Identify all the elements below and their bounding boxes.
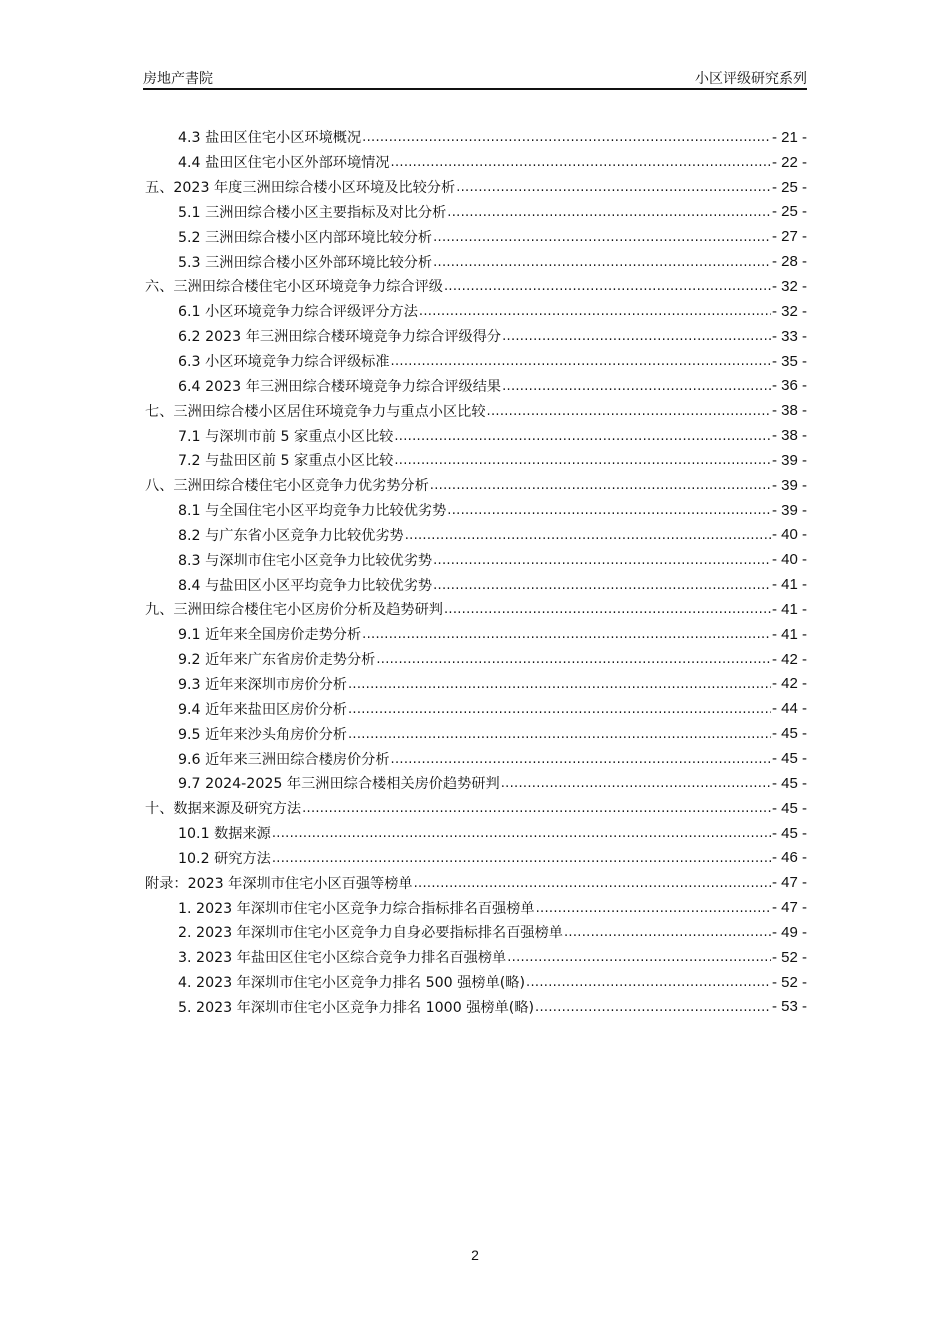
toc-entry-title: 8.2 与广东省小区竞争力比较优劣势 <box>178 527 404 544</box>
toc-chapter-entry[interactable] <box>145 175 807 200</box>
toc-entry-page: - 45 - <box>771 774 807 792</box>
toc-section-entry[interactable] <box>145 895 807 920</box>
toc-entry-page: - 47 - <box>771 899 807 917</box>
toc-dot-leader <box>507 949 771 965</box>
toc-entry-page: - 27 - <box>771 228 807 246</box>
toc-entry-page: - 38 - <box>771 402 807 420</box>
toc-entry-title: 7.1 与深圳市前 5 家重点小区比较 <box>178 428 394 445</box>
toc-section-entry[interactable] <box>145 721 807 746</box>
toc-dot-leader <box>487 403 771 419</box>
toc-entry-page: - 44 - <box>771 700 807 718</box>
toc-entry-page: - 42 - <box>771 650 807 668</box>
toc-dot-leader <box>391 751 771 767</box>
toc-entry-title: 1. 2023 年深圳市住宅小区竞争力综合指标排名百强榜单 <box>178 900 535 917</box>
toc-entry-page: - 21 - <box>771 128 807 146</box>
toc-dot-leader <box>536 900 771 916</box>
toc-section-entry[interactable] <box>145 299 807 324</box>
toc-section-entry[interactable] <box>145 249 807 274</box>
toc-section-entry[interactable] <box>145 572 807 597</box>
toc-section-entry[interactable] <box>145 746 807 771</box>
toc-dot-leader <box>348 701 771 717</box>
toc-entry-title: 9.1 近年来全国房价走势分析 <box>178 627 362 644</box>
toc-dot-leader <box>362 626 771 642</box>
toc-dot-leader <box>302 800 771 816</box>
toc-dot-leader <box>456 179 771 195</box>
toc-entry-title: 4. 2023 年深圳市住宅小区竞争力排名 500 强榜单(略) <box>178 975 526 992</box>
toc-section-entry[interactable] <box>145 349 807 374</box>
toc-entry-page: - 39 - <box>771 501 807 519</box>
toc-section-entry[interactable] <box>145 696 807 721</box>
toc-entry-page: - 25 - <box>771 203 807 221</box>
toc-entry-title: 4.3 盐田区住宅小区环境概况 <box>178 130 362 147</box>
page-header <box>143 66 807 90</box>
toc-section-entry[interactable] <box>145 224 807 249</box>
toc-dot-leader <box>433 577 771 593</box>
toc-entry-page: - 45 - <box>771 725 807 743</box>
toc-section-entry[interactable] <box>145 970 807 995</box>
header-publisher: 房地产書院 <box>143 71 213 87</box>
toc-entry-title: 九、三洲田综合楼住宅小区房价分析及趋势研判 <box>145 602 443 619</box>
toc-entry-page: - 53 - <box>771 998 807 1016</box>
toc-dot-leader <box>564 924 771 940</box>
toc-entry-title: 9.7 2024-2025 年三洲田综合楼相关房价趋势研判 <box>178 776 500 793</box>
toc-entry-page: - 22 - <box>771 153 807 171</box>
toc-section-entry[interactable] <box>145 523 807 548</box>
toc-entry-page: - 32 - <box>771 277 807 295</box>
toc-dot-leader <box>348 726 771 742</box>
toc-section-entry[interactable] <box>145 125 807 150</box>
toc-entry-title: 八、三洲田综合楼住宅小区竞争力优劣势分析 <box>145 478 429 495</box>
toc-dot-leader <box>376 651 771 667</box>
toc-entry-page: - 52 - <box>771 948 807 966</box>
toc-entry-page: - 49 - <box>771 923 807 941</box>
toc-entry-title: 附录：2023 年深圳市住宅小区百强等榜单 <box>145 875 413 892</box>
toc-dot-leader <box>447 502 771 518</box>
toc-dot-leader <box>502 378 771 394</box>
toc-dot-leader <box>419 303 771 319</box>
toc-entry-page: - 46 - <box>771 849 807 867</box>
toc-dot-leader <box>391 353 771 369</box>
toc-section-entry[interactable] <box>145 920 807 945</box>
toc-dot-leader <box>526 974 771 990</box>
toc-section-entry[interactable] <box>145 547 807 572</box>
toc-entry-title: 7.2 与盐田区前 5 家重点小区比较 <box>178 453 394 470</box>
toc-entry-page: - 41 - <box>771 600 807 618</box>
toc-section-entry[interactable] <box>145 945 807 970</box>
toc-section-entry[interactable] <box>145 200 807 225</box>
toc-entry-page: - 40 - <box>771 526 807 544</box>
toc-section-entry[interactable] <box>145 448 807 473</box>
toc-dot-leader <box>433 254 771 270</box>
toc-dot-leader <box>391 154 771 170</box>
toc-chapter-entry[interactable] <box>145 796 807 821</box>
toc-dot-leader <box>272 850 771 866</box>
toc-entry-title: 9.4 近年来盐田区房价分析 <box>178 701 347 718</box>
toc-dot-leader <box>348 676 771 692</box>
toc-entry-page: - 41 - <box>771 576 807 594</box>
toc-entry-title: 六、三洲田综合楼住宅小区环境竞争力综合评级 <box>145 279 443 296</box>
toc-entry-page: - 42 - <box>771 675 807 693</box>
toc-dot-leader <box>444 278 771 294</box>
toc-dot-leader <box>444 601 771 617</box>
toc-entry-title: 6.3 小区环境竞争力综合评级标准 <box>178 354 390 371</box>
toc-entry-title: 5.3 三洲田综合楼小区外部环境比较分析 <box>178 254 433 271</box>
toc-dot-leader <box>272 825 771 841</box>
toc-entry-page: - 33 - <box>771 327 807 345</box>
toc-entry-title: 3. 2023 年盐田区住宅小区综合竞争力排名百强榜单 <box>178 950 507 967</box>
toc-entry-page: - 38 - <box>771 427 807 445</box>
toc-entry-page: - 35 - <box>771 352 807 370</box>
toc-entry-title: 8.4 与盐田区小区平均竞争力比较优劣势 <box>178 577 433 594</box>
toc-dot-leader <box>430 477 771 493</box>
toc-entry-title: 4.4 盐田区住宅小区外部环境情况 <box>178 155 390 172</box>
toc-dot-leader <box>394 428 771 444</box>
toc-entry-page: - 39 - <box>771 451 807 469</box>
toc-section-entry[interactable] <box>145 423 807 448</box>
toc-dot-leader <box>362 129 771 145</box>
toc-entry-title: 七、三洲田综合楼小区居住环境竞争力与重点小区比较 <box>145 403 486 420</box>
toc-entry-page: - 25 - <box>771 178 807 196</box>
toc-chapter-entry[interactable] <box>145 274 807 299</box>
toc-entry-page: - 45 - <box>771 799 807 817</box>
toc-dot-leader <box>394 452 771 468</box>
toc-section-entry[interactable] <box>145 771 807 796</box>
toc-dot-leader <box>535 999 771 1015</box>
toc-dot-leader <box>433 229 771 245</box>
toc-chapter-entry[interactable] <box>145 597 807 622</box>
toc-section-entry[interactable] <box>145 672 807 697</box>
toc-dot-leader <box>405 527 771 543</box>
toc-entry-title: 8.3 与深圳市住宅小区竞争力比较优劣势 <box>178 552 433 569</box>
toc-entry-page: - 45 - <box>771 824 807 842</box>
toc-entry-title: 9.3 近年来深圳市房价分析 <box>178 676 347 693</box>
toc-section-entry[interactable] <box>145 845 807 870</box>
toc-dot-leader <box>433 552 771 568</box>
toc-section-entry[interactable] <box>145 995 807 1020</box>
toc-entry-title: 十、数据来源及研究方法 <box>145 801 302 818</box>
toc-chapter-entry[interactable] <box>145 473 807 498</box>
toc-entry-title: 5. 2023 年深圳市住宅小区竞争力排名 1000 强榜单(略) <box>178 999 535 1016</box>
toc-section-entry[interactable] <box>145 373 807 398</box>
toc-entry-title: 10.2 研究方法 <box>178 850 271 867</box>
toc-entry-title: 5.1 三洲田综合楼小区主要指标及对比分析 <box>178 204 447 221</box>
toc-section-entry[interactable] <box>145 498 807 523</box>
toc-entry-title: 5.2 三洲田综合楼小区内部环境比较分析 <box>178 229 433 246</box>
toc-entry-title: 9.5 近年来沙头角房价分析 <box>178 726 347 743</box>
toc-entry-page: - 40 - <box>771 551 807 569</box>
toc-entry-title: 9.2 近年来广东省房价走势分析 <box>178 652 376 669</box>
toc-dot-leader <box>414 875 771 891</box>
toc-entry-page: - 32 - <box>771 302 807 320</box>
toc-entry-title: 2. 2023 年深圳市住宅小区竞争力自身必要指标排名百强榜单 <box>178 925 563 942</box>
toc-entry-title: 9.6 近年来三洲田综合楼房价分析 <box>178 751 390 768</box>
table-of-contents <box>145 125 807 1019</box>
toc-section-entry[interactable] <box>145 324 807 349</box>
toc-entry-title: 6.4 2023 年三洲田综合楼环境竞争力综合评级结果 <box>178 378 502 395</box>
toc-entry-title: 8.1 与全国住宅小区平均竞争力比较优劣势 <box>178 503 447 520</box>
toc-dot-leader <box>447 204 771 220</box>
toc-section-entry[interactable] <box>145 647 807 672</box>
toc-entry-page: - 41 - <box>771 625 807 643</box>
toc-dot-leader <box>501 775 771 791</box>
toc-entry-title: 五、2023 年度三洲田综合楼小区环境及比较分析 <box>145 180 456 197</box>
toc-section-entry[interactable] <box>145 150 807 175</box>
toc-entry-page: - 39 - <box>771 476 807 494</box>
header-series-title: 小区评级研究系列 <box>695 71 807 87</box>
toc-dot-leader <box>502 328 771 344</box>
toc-entry-title: 10.1 数据来源 <box>178 826 271 843</box>
toc-entry-page: - 47 - <box>771 874 807 892</box>
toc-entry-page: - 36 - <box>771 377 807 395</box>
toc-entry-title: 6.1 小区环境竞争力综合评级评分方法 <box>178 304 418 321</box>
toc-entry-page: - 52 - <box>771 973 807 991</box>
toc-entry-page: - 28 - <box>771 253 807 271</box>
toc-section-entry[interactable] <box>145 622 807 647</box>
toc-chapter-entry[interactable] <box>145 870 807 895</box>
toc-entry-page: - 45 - <box>771 750 807 768</box>
page-number: 2 <box>471 1247 479 1263</box>
toc-entry-title: 6.2 2023 年三洲田综合楼环境竞争力综合评级得分 <box>178 329 502 346</box>
toc-section-entry[interactable] <box>145 821 807 846</box>
toc-chapter-entry[interactable] <box>145 398 807 423</box>
